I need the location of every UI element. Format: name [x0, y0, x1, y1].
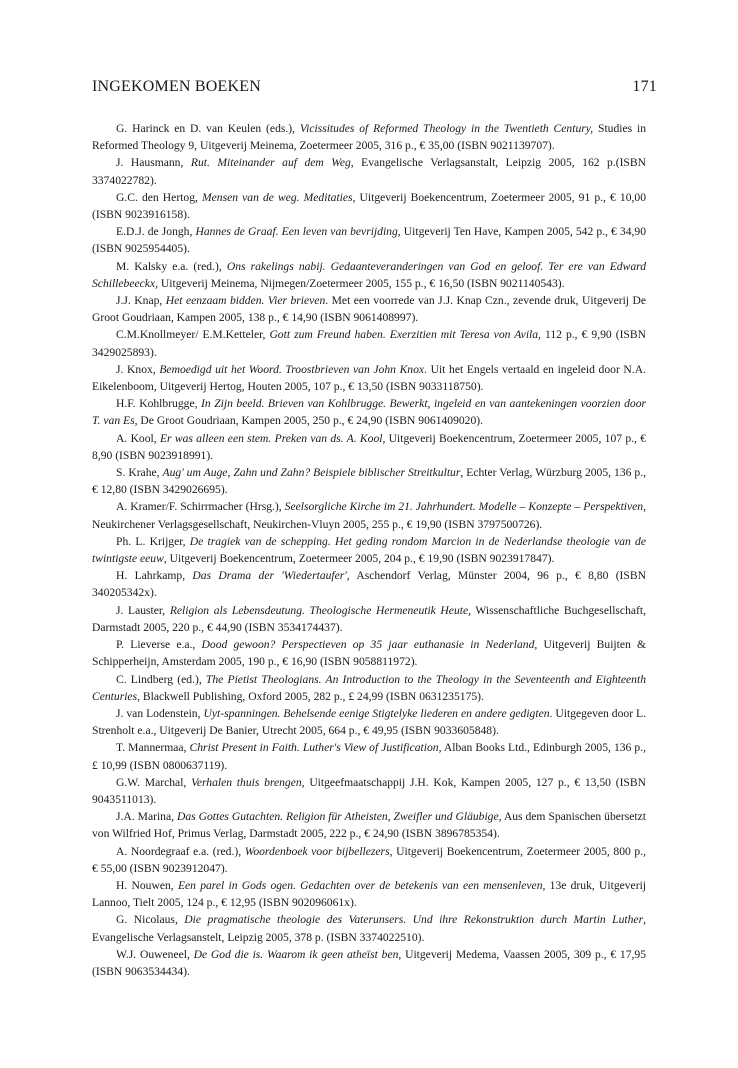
book-entry: [92, 120, 646, 154]
entry-title: Aug' um Auge, Zahn und Zahn? Beispiele biblischer Streitkultur: [162, 466, 461, 480]
entry-details: Studies in Reformed Theology 9, Uitgeverij Meinema, Zoetermeer 2005, 316 p., € 35,00 (ISBN 9021139707).: [92, 122, 646, 153]
book-entry: [92, 705, 646, 739]
entry-details: , Uitgeverij Boekencentrum, Zoetermeer 2005, 204 p., € 19,90 (ISBN 9023917847).: [163, 552, 555, 566]
entry-title: The Pietist Theologians. An Introduction to the Theology in the Seventeenth and Eighteenth Centuries: [92, 672, 646, 703]
entry-details: , Aschendorf Verlag, Münster 2004, 96 p., € 8,80 (ISBN 340205342x).: [92, 569, 646, 600]
entry-details: , Uitgeverij Meinema, Nijmegen/Zoetermeer 2005, 155 p., € 16,50 (ISBN 9021140543).: [155, 276, 565, 290]
entry-details: , Uitgeefmaatschappij J.H. Kok, Kampen 2005, 127 p., € 13,50 (ISBN 9043511013).: [92, 775, 646, 806]
book-entry: [92, 258, 646, 292]
entry-title: Ons rakelings nabij. Gedaanteveranderingen van God en geloof. Ter ere van Edward Schillebeeckx: [92, 259, 647, 290]
book-entry: [92, 395, 646, 429]
book-entry: [92, 808, 646, 842]
entry-details: , Evangelische Verlagsanstelt, Leipzig 2005, 378 p. (ISBN 3374022510).: [92, 913, 646, 944]
book-list: [92, 120, 646, 980]
entry-author: H. Lahrkamp,: [116, 569, 193, 583]
entry-author: T. Mannermaa,: [116, 741, 190, 755]
entry-title: Mensen van de weg. Meditaties: [201, 190, 353, 204]
entry-details: 13e druk, Uitgeverij Lannoo, Tielt 2005, 124 p., € 12,95 (ISBN 902096061x).: [92, 878, 647, 910]
entry-details: , Echter Verlag, Würzburg 2005, 136 p., € 12,80 (ISBN 3429026695).: [92, 466, 646, 497]
book-entry: [92, 498, 646, 532]
entry-author: J. van Lodenstein,: [116, 706, 204, 720]
entry-author: M. Kalsky e.a. (red.),: [116, 259, 227, 273]
book-entry: [92, 361, 646, 395]
entry-title: Das Gottes Gutachten. Religion für Atheisten, Zweifler und Gläubige,: [176, 810, 502, 824]
entry-title: Gott zum Freund haben. Exerzitien mit Teresa von Avila,: [269, 328, 541, 342]
entry-details: , Blackwell Publishing, Oxford 2005, 282 p., £ 24,99 (ISBN 0631235175).: [137, 689, 484, 703]
book-entry: [92, 567, 646, 601]
running-header: [92, 78, 657, 96]
entry-title: Het eenzaam bidden. Vier brieven: [165, 294, 326, 308]
book-entry: [92, 223, 646, 257]
entry-title: In Zijn beeld. Brieven van Kohlbrugge. Bewerkt, ingeleid en van aantekeningen voorzien door T. van Es: [92, 397, 647, 428]
entry-details: , Wissenschaftliche Buchgesellschaft, Darmstadt 2005, 220 p., € 44,90 (ISBN 3534174437).: [92, 603, 646, 634]
entry-title: De tragiek van de schepping. Het geding rondom Marcion in de Nederlandse theologie van de twintigste eeuw: [92, 534, 646, 566]
entry-details: . Uit het Engels vertaald en ingeleid door N.A. Eikelenboom, Uitgeverij Hertog, Houten 2005, 107 p., € 13,50 (ISBN 9033118750).: [92, 362, 646, 394]
entry-author: J. Hausmann,: [116, 156, 191, 170]
entry-author: H. Nouwen,: [116, 878, 178, 892]
book-entry: [92, 946, 646, 980]
entry-title: Vicissitudes of Reformed Theology in the Twentieth Century,: [299, 122, 594, 135]
entry-details: , Uitgeverij Medema, Vaassen 2005, 309 p., € 17,95 (ISBN 9063534434).: [92, 947, 647, 978]
entry-author: H.F. Kohlbrugge,: [116, 397, 202, 411]
entry-author: J. Knox,: [116, 362, 160, 376]
book-entry: [92, 843, 646, 877]
entry-details: Uitgeverij Buijten & Schipperheijn, Amsterdam 2005, 190 p., € 16,90 (ISBN 9058811972).: [92, 638, 647, 669]
entry-title: Seelsorgliche Kirche im 21. Jahrhundert. Modelle – Konzepte – Perspektiven,: [284, 500, 647, 514]
entry-title: Christ Present in Faith. Luther's View of Justification,: [189, 741, 442, 755]
entry-details: Neukirchener Verlagsgesellschaft, Neukirchen-Vluyn 2005, 255 p., € 19,90 (ISBN 3797500726).: [92, 517, 543, 531]
entry-author: G. Nicolaus,: [116, 913, 185, 927]
entry-title: Rut. Miteinander auf dem Weg: [190, 156, 351, 170]
entry-details: 112 p., € 9,90 (ISBN 3429025893).: [92, 328, 646, 359]
page-number: 171: [632, 78, 657, 95]
entry-details: , Uitgeverij Boekencentrum, Zoetermeer 2005, 107 p., € 8,90 (ISBN 9023918991).: [92, 431, 647, 462]
entry-title: Verhalen thuis brengen: [191, 775, 302, 789]
section-title: INGEKOMEN BOEKEN: [92, 78, 261, 95]
entry-author: E.D.J. de Jongh,: [116, 225, 196, 239]
entry-details: , Evangelische Verlagsanstalt, Leipzig 2005, 162 p.(ISBN 3374022782).: [92, 156, 646, 187]
book-entry: [92, 533, 646, 567]
book-entry: [92, 877, 646, 911]
entry-title: Een parel in Gods ogen. Gedachten over de betekenis van een mensenleven,: [177, 878, 546, 892]
entry-author: C.M.Knollmeyer/ E.M.Ketteler,: [116, 328, 270, 342]
entry-title: De God die is. Waarom ik geen atheïst ben: [193, 947, 399, 961]
entry-author: P. Lieverse e.a.,: [116, 638, 202, 652]
entry-title: Das Drama der 'Wiedertaufer': [192, 569, 347, 583]
entry-details: , Uitgeverij Boekencentrum, Zoetermeer 2005, 91 p., € 10,00 (ISBN 9023916158).: [92, 190, 646, 222]
book-entry: [92, 739, 646, 773]
book-entry: [92, 154, 646, 188]
book-entry: [92, 189, 646, 223]
book-entry: [92, 326, 646, 360]
entry-author: Ph. L. Krijger,: [116, 534, 190, 548]
entry-details: , De Groot Goudriaan, Kampen 2005, 250 p., € 24,90 (ISBN 9061409020).: [134, 414, 484, 428]
book-entry: [92, 292, 646, 326]
book-entry: [92, 464, 646, 498]
entry-author: C. Lindberg (ed.),: [116, 672, 206, 686]
book-entry: [92, 636, 646, 670]
entry-author: J.A. Marina,: [116, 810, 177, 824]
entry-author: G.C. den Hertog,: [116, 190, 202, 204]
entry-details: . Uitgegeven door L. Strenholt e.a., Uitgeverij De Banier, Utrecht 2005, 664 p., € 49,95 (ISBN 9033605848).: [92, 706, 647, 738]
entry-author: W.J. Ouweneel,: [116, 947, 194, 961]
book-entry: [92, 602, 646, 636]
entry-title: Er was alleen een stem. Preken van ds. A. Kool: [159, 431, 383, 445]
entry-author: G. Harinck en D. van Keulen (eds.),: [116, 122, 300, 135]
entry-title: Bemoedigd uit het Woord. Troostbrieven van John Knox: [159, 362, 425, 376]
book-entry: [92, 911, 646, 945]
book-entry: [92, 774, 646, 808]
entry-author: J.J. Knap,: [116, 294, 166, 308]
entry-author: A. Kool,: [116, 431, 160, 445]
entry-title: Uyt-spanningen. Behelsende eenige Stigtelyke liederen en andere gedigten: [203, 706, 550, 720]
entry-details: Alban Books Ltd., Edinburgh 2005, 136 p., £ 10,99 (ISBN 0800637119).: [92, 741, 647, 772]
book-entry: [92, 430, 646, 464]
entry-author: A. Kramer/F. Schirrmacher (Hrsg.),: [116, 500, 285, 514]
entry-author: G.W. Marchal,: [116, 775, 192, 789]
book-entry: [92, 671, 646, 705]
entry-title: Woordenboek voor bijbellezers: [244, 844, 390, 858]
entry-author: S. Krahe,: [116, 466, 163, 480]
entry-details: Aus dem Spanischen übersetzt von Wilfried Hof, Primus Verlag, Darmstadt 2005, 222 p., € 24,90 (ISBN 3896785354).: [92, 810, 647, 841]
entry-title: Hannes de Graaf. Een leven van bevrijding: [195, 225, 398, 239]
entry-title: Dood gewoon? Perspectieven op 35 jaar euthanasie in Nederland,: [201, 638, 538, 652]
entry-title: Die pragmatische theologie des Vaterunsers. Und ihre Rekonstruktion durch Martin Luther: [184, 913, 644, 927]
entry-author: A. Noordegraaf e.a. (red.),: [116, 844, 245, 858]
entry-author: J. Lauster,: [116, 603, 170, 617]
entry-title: Religion als Lebensdeutung. Theologische Hermeneutik Heute: [169, 603, 469, 617]
entry-details: . Met een voorrede van J.J. Knap Czn., zevende druk, Uitgeverij De Groot Goudriaan, Kampen 2005, 138 p., € 14,90 (ISBN 9061408997).: [92, 294, 646, 325]
entry-details: , Uitgeverij Boekencentrum, Zoetermeer 2005, 800 p., € 55,00 (ISBN 9023912047).: [92, 844, 646, 875]
entry-details: , Uitgeverij Ten Have, Kampen 2005, 542 p., € 34,90 (ISBN 9025954405).: [92, 225, 646, 256]
